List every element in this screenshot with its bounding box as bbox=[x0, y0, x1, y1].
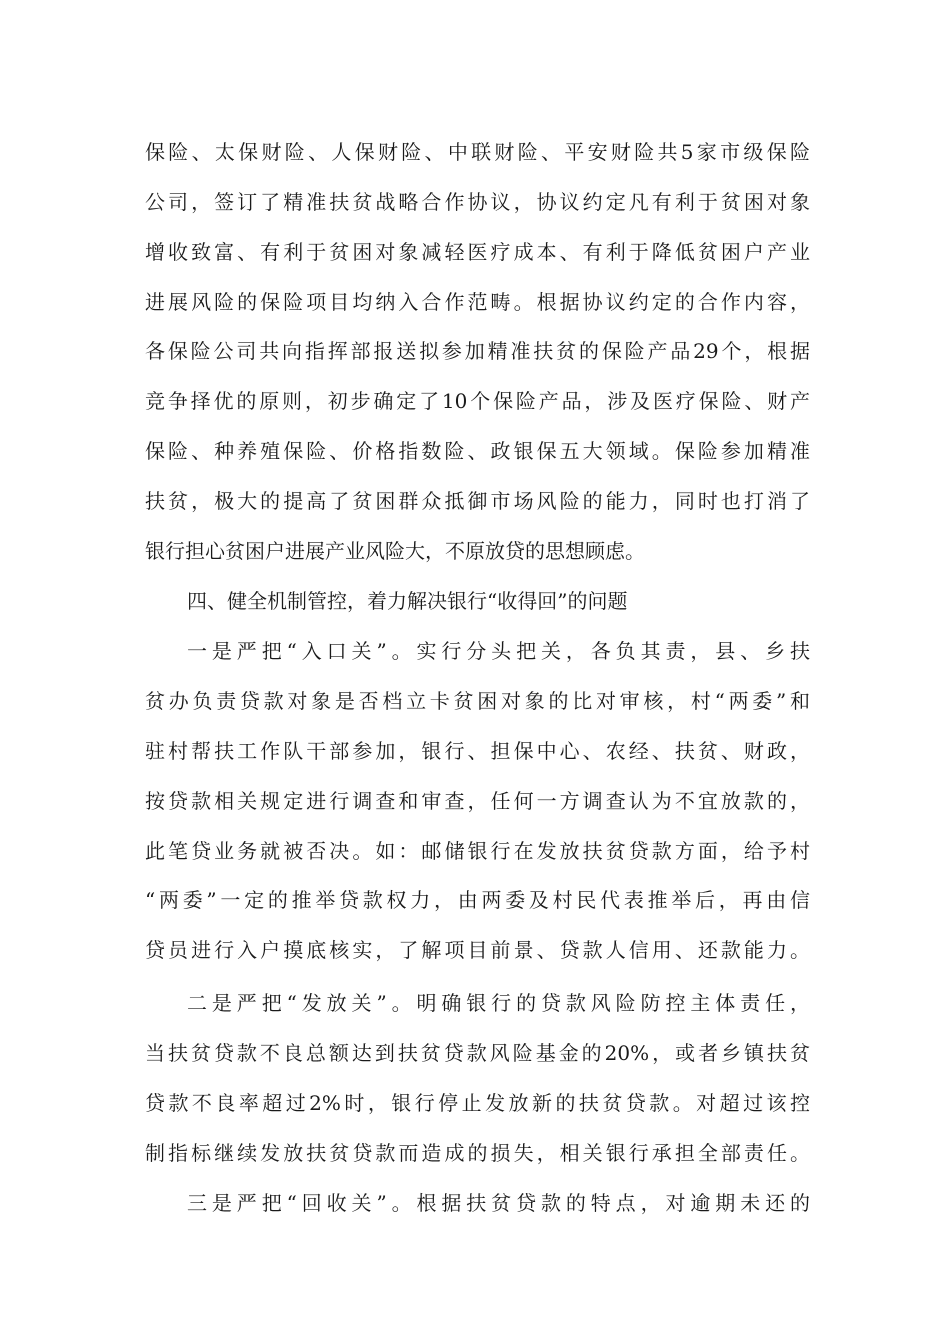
text-line: 当扶贫贷款不良总额达到扶贫贷款风险基金的20%，或者乡镇扶贫 bbox=[145, 1041, 810, 1065]
text-line: 驻村帮扶工作队干部参加，银行、担保中心、农经、扶贫、财政， bbox=[145, 739, 810, 763]
text-line: 制指标继续发放扶贫贷款而造成的损失，相关银行承担全部责任。 bbox=[145, 1141, 810, 1165]
text-line: 进展风险的保险项目均纳入合作范畴。根据协议约定的合作内容， bbox=[145, 290, 810, 314]
text-line: 公司，签订了精准扶贫战略合作协议，协议约定凡有利于贫困对象 bbox=[145, 190, 810, 214]
text-line: 二是严把“发放关”。明确银行的贷款风险防控主体责任， bbox=[187, 991, 810, 1015]
text-line: 此笔贷业务就被否决。如：邮储银行在发放扶贫贷款方面，给予村 bbox=[145, 839, 810, 863]
text-line: 竞争择优的原则，初步确定了10个保险产品，涉及医疗保险、财产 bbox=[145, 389, 810, 413]
text-line: 贷员进行入户摸底核实，了解项目前景、贷款人信用、还款能力。 bbox=[145, 938, 810, 962]
text-line: 贫办负责贷款对象是否档立卡贫困对象的比对审核，村“两委”和 bbox=[145, 689, 810, 713]
text-line: “两委”一定的推举贷款权力，由两委及村民代表推举后，再由信 bbox=[145, 888, 810, 912]
text-line: 按贷款相关规定进行调查和审查，任何一方调查认为不宜放款的， bbox=[145, 789, 810, 813]
text-line: 扶贫，极大的提高了贫困群众抵御市场风险的能力，同时也打消了 bbox=[145, 489, 810, 513]
section-heading: 四、健全机制管控，着力解决银行“收得回”的问题 bbox=[187, 589, 628, 613]
text-line: 三是严把“回收关”。根据扶贫贷款的特点，对逾期未还的 bbox=[187, 1191, 810, 1215]
text-line: 一是严把“入口关”。实行分头把关，各负其责，县、乡扶 bbox=[187, 639, 810, 663]
text-line: 银行担心贫困户进展产业风险大，不原放贷的思想顾虑。 bbox=[145, 539, 645, 563]
text-line: 保险、种养殖保险、价格指数险、政银保五大领域。保险参加精准 bbox=[145, 439, 810, 463]
text-line: 增收致富、有利于贫困对象减轻医疗成本、有利于降低贫困户产业 bbox=[145, 240, 810, 264]
text-line: 保险、太保财险、人保财险、中联财险、平安财险共5家市级保险 bbox=[145, 140, 810, 164]
text-line: 贷款不良率超过2%时，银行停止发放新的扶贫贷款。对超过该控 bbox=[145, 1091, 810, 1115]
text-line: 各保险公司共向指挥部报送拟参加精准扶贫的保险产品29个，根据 bbox=[145, 339, 810, 363]
